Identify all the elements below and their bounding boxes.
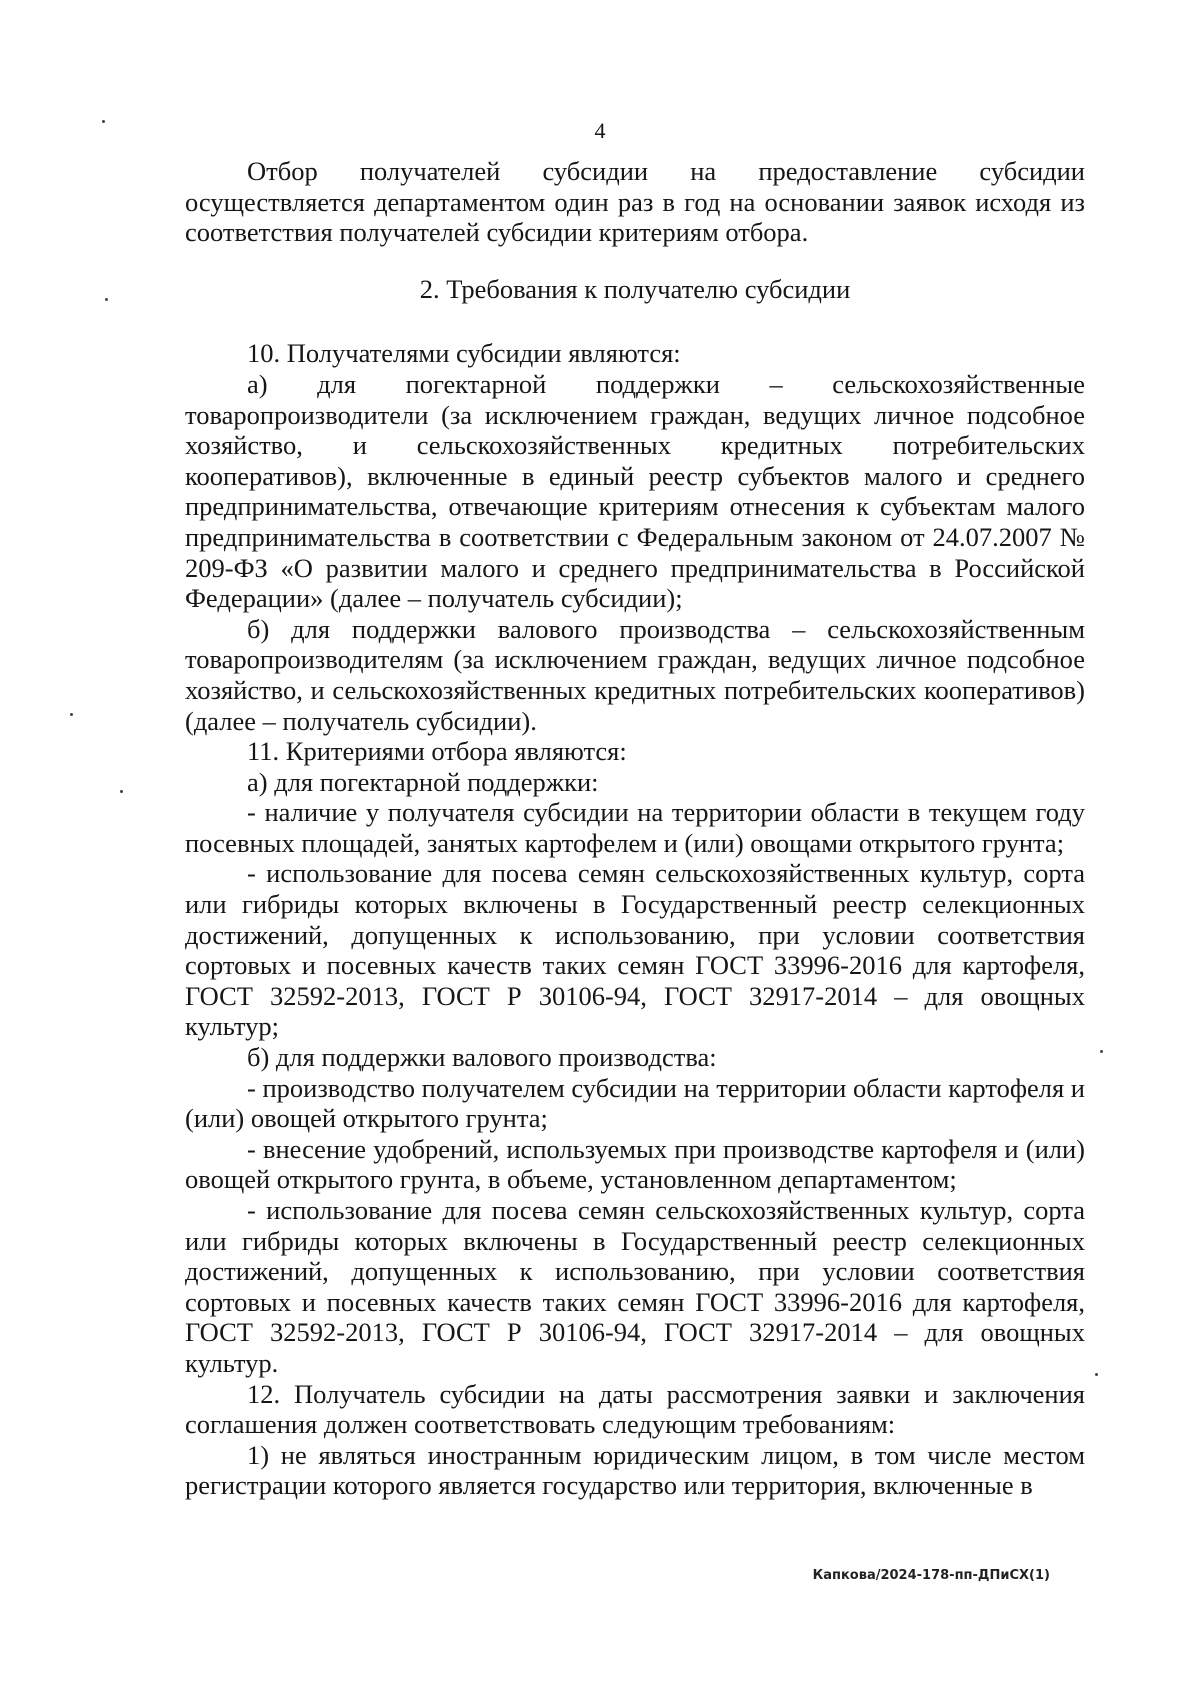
- criterion-item: - внесение удобрений, используемых при производстве картофеля и (или) овощей открытого грунта, в объеме, установленном департаментом;: [185, 1133, 1085, 1195]
- scan-speck: [120, 790, 123, 793]
- paragraph-11: 11. Критериями отбора являются:: [247, 736, 627, 767]
- paragraph-12: 12. Получатель субсидии на даты рассмотрения заявки и заключения соглашения должен соответствовать следующим требованиям:: [185, 1378, 1085, 1440]
- document-code: Капкова/2024-178-пп-ДПиСХ(1): [812, 1568, 1050, 1583]
- paragraph-10b: б) для поддержки валового производства – сельскохозяйственным товаропроизводителям (за исключением граждан, ведущих личное подсобное хозяйство, и сельскохозяйственных кредитных потребительских кооперативов) (далее – получатель субсидии).: [185, 613, 1085, 736]
- document-body: [185, 156, 1085, 1501]
- scan-speck: [1095, 1373, 1098, 1376]
- paragraph-11b: б) для поддержки валового производства:: [247, 1042, 717, 1073]
- intro-paragraph: Отбор получателей субсидии на предоставление субсидии осуществляется департаментом один раз в год на основании заявок исходя из соответствия получателей субсидии критериям отбора.: [185, 156, 1085, 248]
- scan-speck: [1100, 1050, 1103, 1053]
- page-number: 4: [594, 118, 606, 143]
- scan-speck: [70, 713, 73, 716]
- scan-speck: [102, 120, 105, 123]
- criterion-item: - использование для посева семян сельскохозяйственных культур, сорта или гибриды которых включены в Государственный реестр селекционных достижений, допущенных к использованию, при условии соответствия сортовых и посевных качеств таких семян ГОСТ 33996-2016 для картофеля, ГОСТ 32592-2013, ГОСТ Р 30106-94, ГОСТ 32917-2014 – для овощных культур.: [185, 1195, 1085, 1378]
- criterion-item: - использование для посева семян сельскохозяйственных культур, сорта или гибриды которых включены в Государственный реестр селекционных достижений, допущенных к использованию, при условии соответствия сортовых и посевных качеств таких семян ГОСТ 33996-2016 для картофеля, ГОСТ 32592-2013, ГОСТ Р 30106-94, ГОСТ 32917-2014 – для овощных культур;: [185, 858, 1085, 1042]
- criterion-item: - производство получателем субсидии на территории области картофеля и (или) овощей открытого грунта;: [185, 1072, 1085, 1134]
- requirement-item: 1) не являться иностранным юридическим лицом, в том числе местом регистрации которого является государство или территория, включенные в: [185, 1439, 1085, 1501]
- paragraph-10: 10. Получателями субсидии являются:: [247, 338, 681, 369]
- paragraph-11a: а) для погектарной поддержки:: [247, 766, 599, 797]
- scan-speck: [105, 298, 108, 301]
- paragraph-10a: а) для погектарной поддержки – сельскохозяйственные товаропроизводители (за исключением граждан, ведущих личное подсобное хозяйство, и сельскохозяйственных кредитных потребительских кооперативов), включенные в единый реестр субъектов малого и среднего предпринимательства, отвечающие критериям отнесения к субъектам малого предпринимательства в соответствии с Федеральным законом от 24.07.2007 № 209-ФЗ «О развитии малого и среднего предпринимательства в Российской Федерации» (далее – получатель субсидии);: [185, 368, 1085, 614]
- criterion-item: - наличие у получателя субсидии на территории области в текущем году посевных площадей, занятых картофелем и (или) овощами открытого грунта;: [185, 797, 1085, 858]
- section-heading: 2. Требования к получателю субсидии: [419, 273, 851, 304]
